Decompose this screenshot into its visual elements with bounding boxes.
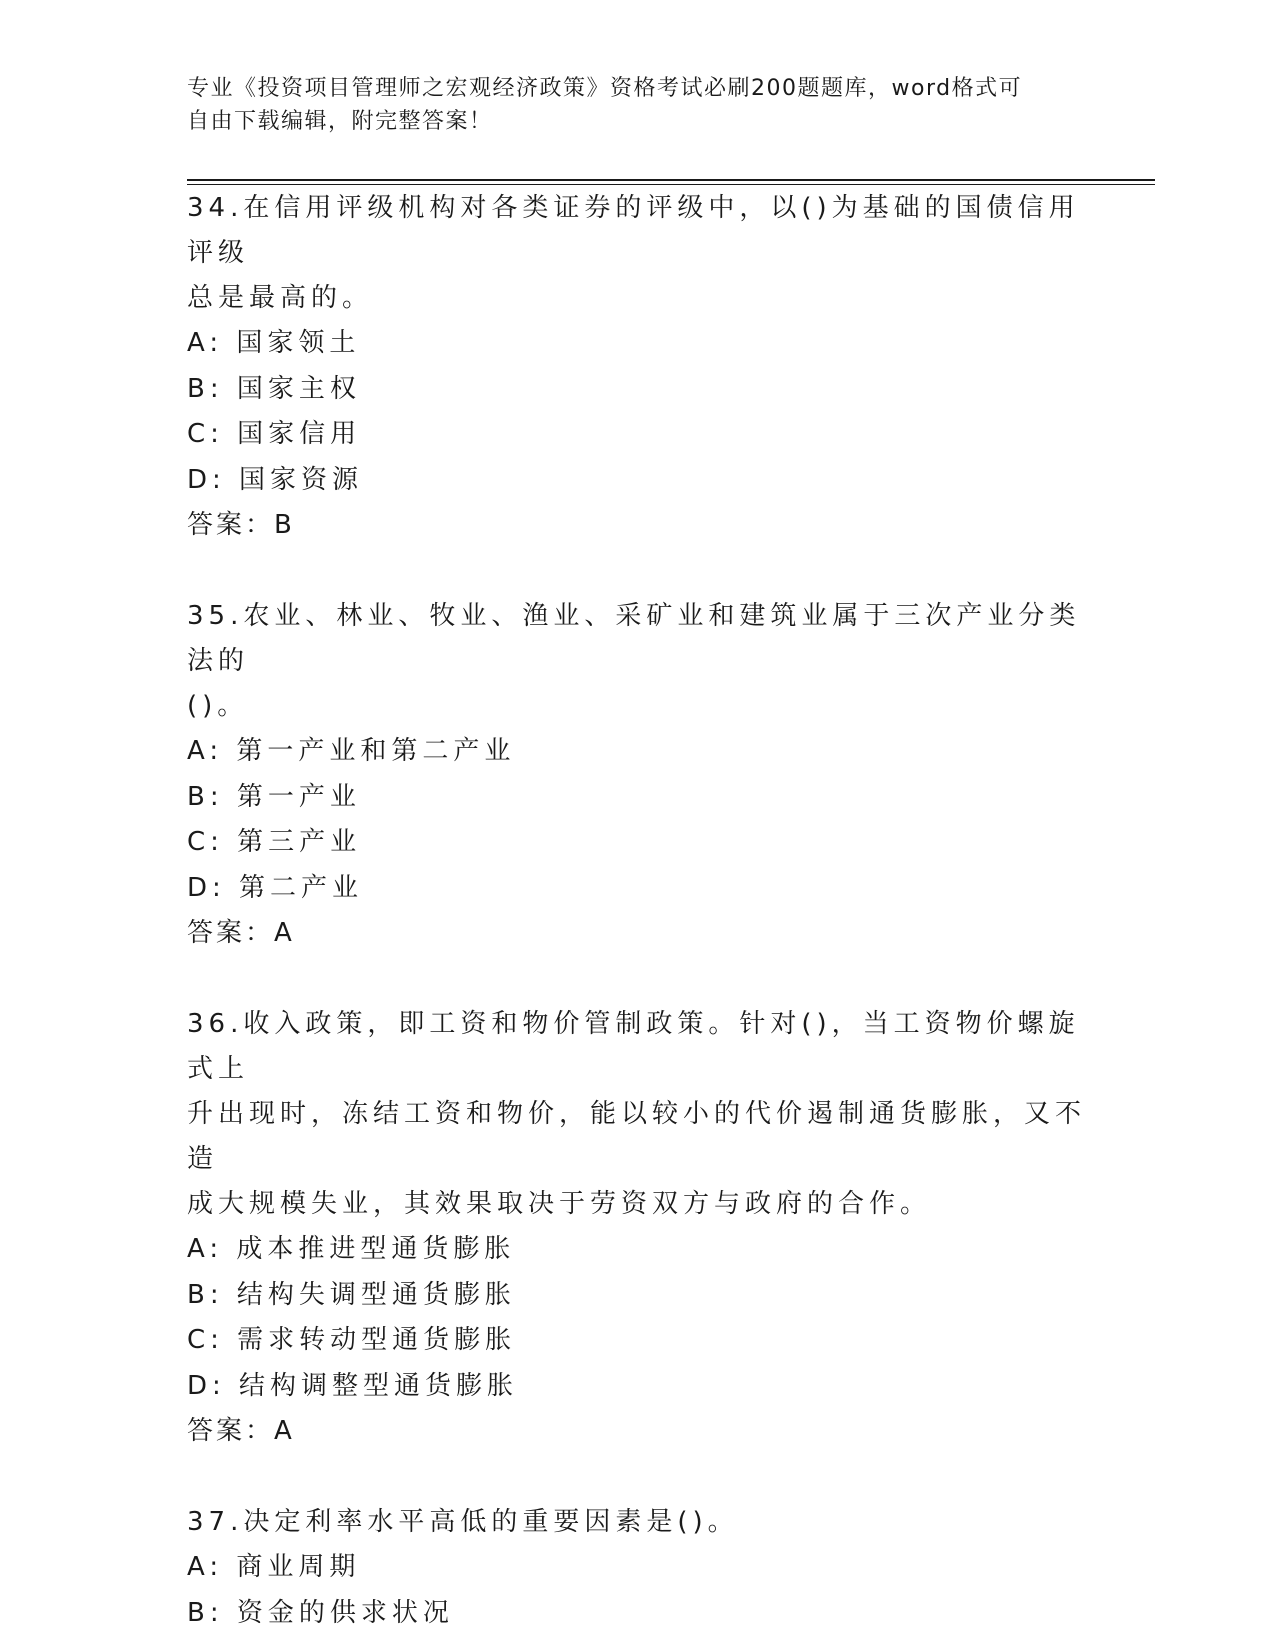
option-c: C: 国家信用	[187, 419, 362, 449]
question-35	[187, 594, 1087, 956]
option-b: B: 资金的供求状况	[187, 1597, 454, 1628]
question-34	[187, 186, 1087, 548]
option-a: A: 第一产业和第二产业	[187, 736, 516, 766]
question-spacer	[187, 956, 1087, 1002]
answer-line: 答案：A	[187, 1416, 295, 1446]
option-b: B: 国家主权	[187, 373, 361, 404]
question-stem: 37.决定利率水平高低的重要因素是()。	[187, 1507, 739, 1537]
option-c: C: 第三产业	[187, 827, 362, 857]
question-36	[187, 1002, 1087, 1454]
option-b: B: 第一产业	[187, 781, 361, 812]
header-divider-thin	[187, 184, 1155, 185]
option-a: A: 成本推进型通货膨胀	[187, 1234, 516, 1264]
question-stem: 34.在信用评级机构对各类证券的评级中，以()为基础的国债信用评级 总是最高的。	[187, 193, 1080, 313]
answer-line: 答案：A	[187, 918, 295, 948]
option-d: D: 第二产业	[187, 872, 364, 903]
document-header-title: 专业《投资项目管理师之宏观经济政策》资格考试必刷200题题库，word格式可 自由下载编辑，附完整答案！	[187, 76, 1023, 134]
option-a: A: 商业周期	[187, 1552, 361, 1582]
question-37	[187, 1500, 1087, 1636]
question-spacer	[187, 548, 1087, 594]
answer-line: 答案：B	[187, 510, 295, 540]
question-stem: 35.农业、林业、牧业、渔业、采矿业和建筑业属于三次产业分类法的 ()。	[187, 601, 1081, 721]
option-b: B: 结构失调型通货膨胀	[187, 1279, 516, 1310]
question-list	[187, 186, 1087, 1636]
option-c: C: 需求转动型通货膨胀	[187, 1325, 517, 1355]
question-spacer	[187, 1454, 1087, 1500]
question-stem: 36.收入政策，即工资和物价管制政策。针对()，当工资物价螺旋式上 升出现时，冻结工资和物价，能以较小的代价遏制通货膨胀，又不造 成大规模失业，其效果取决于劳资双方与政府的合作。	[187, 1009, 1087, 1219]
option-a: A: 国家领土	[187, 328, 361, 358]
option-d: D: 结构调整型通货膨胀	[187, 1370, 519, 1401]
header-divider-thick	[187, 179, 1155, 181]
option-d: D: 国家资源	[187, 464, 364, 495]
